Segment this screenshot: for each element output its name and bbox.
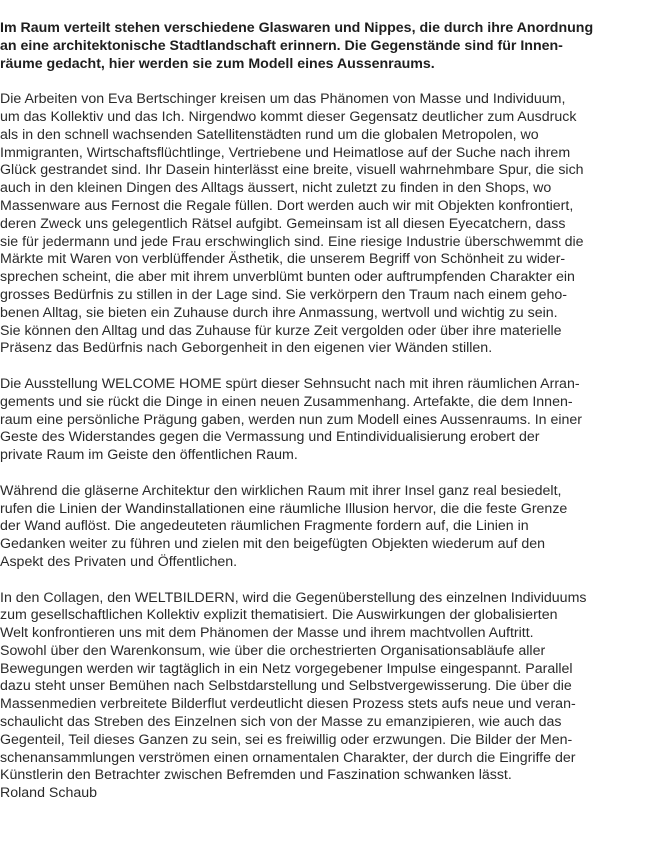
text-line: Welt konfrontieren uns mit dem Phänomen der Masse und ihrem machtvollen Auftritt. <box>0 625 534 642</box>
text-line: sie für jedermann und jede Frau erschwinglich sind. Eine riesige Industrie überschwemmt die <box>0 233 584 250</box>
text-line: rufen die Linien der Wandinstallationen eine räumliche Illusion hervor, die die feste Grenze <box>0 500 568 517</box>
text-line: Bewegungen werden wir tagtäglich in ein Netz vorgegebener Impulse eingespannt. Parallel <box>0 660 573 677</box>
lead-line: räume gedacht, hier werden sie zum Modell eines Aussenraums. <box>0 55 435 72</box>
text-line: schaulicht das Streben des Einzelnen sich von der Masse zu emanzipieren, wie auch das <box>0 714 562 731</box>
body-paragraph-1 <box>0 91 650 358</box>
text-line: Sowohl über den Warenkonsum, wie über die orchestrierten Organisationsabläufe aller <box>0 642 546 659</box>
text-line: Gegenteil, Teil dieses Ganzen zu sein, sei es freiwillig oder erzwungen. Die Bilder der Men- <box>0 731 573 748</box>
text-line: Massenware aus Fernost die Regale füllen. Dort werden auch wir mit Objekten konfrontiert, <box>0 197 574 214</box>
text-line: Immigranten, Wirtschaftsflüchtlinge, Vertriebene und Heimatlose auf der Suche nach ihrem <box>0 144 571 161</box>
body-paragraph-3 <box>0 483 650 572</box>
text-line: raum eine persönliche Prägung gaben, werden nun zum Modell eines Aussenraums. In einer <box>0 411 583 428</box>
text-line: dazu steht unser Bemühen nach Selbstdarstellung und Selbstvergewisserung. Die über die <box>0 678 572 695</box>
text-line: Künstlerin den Betrachter zwischen Befremden und Faszination schwanken lässt. <box>0 767 512 784</box>
text-line: zum gesellschaftlichen Kollektiv explizit thematisiert. Die Auswirkungen der globalisierten <box>0 607 558 624</box>
text-line: Präsenz das Bedürfnis nach Geborgenheit in den eigenen vier Wänden stillen. <box>0 340 493 357</box>
lead-line: an eine architektonische Stadtlandschaft erinnern. Die Gegenstände sind für Innen- <box>0 37 563 54</box>
text-line: gements und sie rückt die Dinge in einen neuen Zusammenhang. Artefakte, die dem Innen- <box>0 393 573 410</box>
body-paragraph-4 <box>0 590 650 804</box>
text-line: benen Alltag, sie bieten ein Zuhause durch ihre Anmassung, wertvoll und wichtig zu sein. <box>0 304 558 321</box>
text-line: Märkte mit Waren von verblüffender Ästhetik, die unserem Begriff von Schönheit zu wider- <box>0 251 566 268</box>
text-line: deren Zweck uns gelegentlich Rätsel aufgibt. Gemeinsam ist all diesen Eyecatchern, dass <box>0 215 566 232</box>
lead-paragraph <box>0 20 650 73</box>
text-line: grosses Bedürfnis zu stillen in der Lage sind. Sie verkörpern den Traum nach einem geho- <box>0 286 568 303</box>
text-line: auch in den kleinen Dingen des Alltags äussert, nicht zuletzt zu finden in den Shops, wo <box>0 180 552 197</box>
text-line: als in den schnell wachsenden Satellitenstädten rund um die globalen Metropolen, wo <box>0 126 539 143</box>
text-line: um das Kollektiv und das Ich. Nirgendwo kommt dieser Gegensatz deutlicher zum Ausdruck <box>0 108 577 125</box>
author-signature: Roland Schaub <box>0 785 98 802</box>
text-line: der Wand auflöst. Die angedeuteten räumlichen Fragmente fordern auf, die Linien in <box>0 518 529 535</box>
body-paragraph-2 <box>0 376 650 465</box>
text-line: Die Arbeiten von Eva Bertschinger kreisen um das Phänomen von Masse und Individuum, <box>0 91 566 108</box>
text-line: Während die gläserne Architektur den wirklichen Raum mit ihrer Insel ganz real besiedelt, <box>0 482 562 499</box>
text-line: Aspekt des Privaten und Öffentlichen. <box>0 553 238 570</box>
lead-line: Im Raum verteilt stehen verschiedene Glaswaren und Nippes, die durch ihre Anordnung <box>0 20 594 36</box>
text-line: Die Ausstellung WELCOME HOME spürt dieser Sehnsucht nach mit ihren räumlichen Arran- <box>0 375 580 392</box>
document-page <box>0 20 650 803</box>
text-line: private Raum im Geiste den öffentlichen Raum. <box>0 447 298 464</box>
text-line: Geste des Widerstandes gegen die Vermassung und Entindividualisierung erobert der <box>0 429 540 446</box>
text-line: Gedanken weiter zu führen und zielen mit den beigefügten Objekten wiederum auf den <box>0 536 545 553</box>
text-line: In den Collagen, den WELTBILDERN, wird die Gegenüberstellung des einzelnen Individuums <box>0 589 587 606</box>
text-line: schenansammlungen verströmen einen ornamentalen Charakter, der durch die Eingriffe der <box>0 749 576 766</box>
text-line: sprechen scheint, die aber mit ihrem unverblümt bunten oder auftrumpfenden Charakter ein <box>0 269 575 286</box>
text-line: Sie können den Alltag und das Zuhause für kurze Zeit vergolden oder über ihre materielle <box>0 322 562 339</box>
text-line: Massenmedien verbreitete Bilderflut verdeutlicht diesen Prozess stets aufs neue und veran- <box>0 696 576 713</box>
text-line: Glück gestrandet sind. Ihr Dasein hinterlässt eine breite, visuell wahrnehmbare Spur, die sich <box>0 162 584 179</box>
